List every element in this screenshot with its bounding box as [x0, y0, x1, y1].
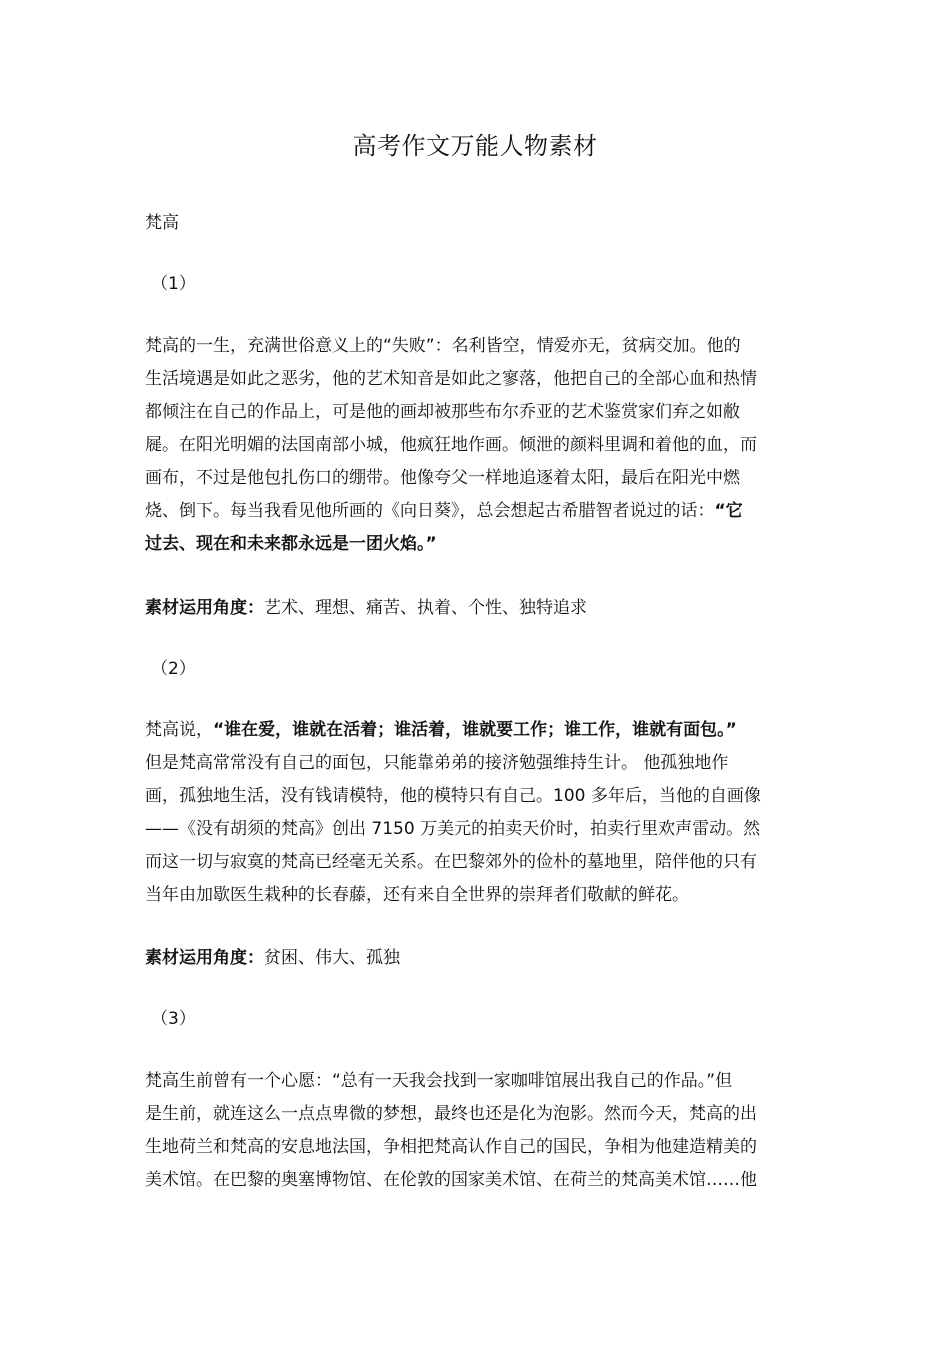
paragraph-line: 当年由加歇医生栽种的长春藤，还有来自全世界的崇拜者们敬献的鲜花。	[145, 885, 689, 905]
page-title: 高考作文万能人物素材	[352, 132, 598, 160]
paragraph-line: 而这一切与寂寞的梵高已经毫无关系。在巴黎郊外的俭朴的墓地里，陪伴他的只有	[145, 852, 757, 872]
paragraph-line: 画，孤独地生活，没有钱请模特，他的模特只有自己。100 多年后，当他的自画像	[145, 786, 761, 806]
section-1-material-angle	[145, 592, 810, 625]
bold-quote-end: 过去、现在和未来都永远是一团火焰。”	[145, 534, 437, 554]
paragraph-text: 烧、倒下。每当我看见他所画的《向日葵》，总会想起古希腊智者说过的话：	[145, 501, 715, 521]
paragraph-line-with-quote	[145, 495, 810, 528]
section-2-paragraph	[145, 714, 810, 912]
paragraph-line-with-quote	[145, 714, 810, 747]
paragraph-line: ——《没有胡须的梵高》创出 7150 万美元的拍卖天价时，拍卖行里欢声雷动。然	[145, 819, 761, 839]
paragraph-line: 画布，不过是他包扎伤口的绷带。他像夸父一样地追逐着太阳，最后在阳光中燃	[145, 468, 740, 488]
paragraph-line: 梵高生前曾有一个心愿：“总有一天我会找到一家咖啡馆展出我自己的作品。”但	[145, 1071, 733, 1091]
paragraph-line: 生活境遇是如此之恶劣，他的艺术知音是如此之寥落，他把自己的全部心血和热情	[145, 369, 757, 389]
section-1-number: （1）	[151, 274, 196, 294]
section-3-paragraph	[145, 1065, 810, 1197]
bold-quote-start: “它	[714, 501, 743, 521]
paragraph-line: 美术馆。在巴黎的奥塞博物馆、在伦敦的国家美术馆、在荷兰的梵高美术馆……他	[145, 1170, 757, 1190]
paragraph-line: 生地荷兰和梵高的安息地法国，争相把梵高认作自己的国民，争相为他建造精美的	[145, 1137, 757, 1157]
paragraph-line: 但是梵高常常没有自己的面包，只能靠弟弟的接济勉强维持生计。 他孤独地作	[145, 753, 729, 773]
paragraph-line: 都倾注在自己的作品上，可是他的画却被那些布尔乔亚的艺术鉴赏家们弃之如敝	[145, 402, 740, 422]
material-angle-text: 艺术、理想、痛苦、执着、个性、独特追求	[264, 598, 587, 618]
material-angle-text: 贫困、伟大、孤独	[264, 948, 400, 968]
paragraph-line: 梵高的一生，充满世俗意义上的“失败”：名利皆空，情爱亦无，贫病交加。他的	[145, 336, 741, 356]
subject-heading: 梵高	[145, 213, 179, 233]
paragraph-line: 是生前，就连这么一点点卑微的梦想，最终也还是化为泡影。然而今天，梵高的出	[145, 1104, 757, 1124]
material-angle-label: 素材运用角度：	[145, 948, 264, 968]
section-1-paragraph	[145, 330, 810, 561]
paragraph-text: 梵高说，	[145, 720, 213, 740]
section-2-number: （2）	[151, 659, 196, 679]
bold-quote: “谁在爱，谁就在活着；谁活着，谁就要工作；谁工作，谁就有面包。”	[213, 720, 737, 740]
paragraph-line: 屣。在阳光明媚的法国南部小城，他疯狂地作画。倾泄的颜料里调和着他的血，而	[145, 435, 757, 455]
material-angle-label: 素材运用角度：	[145, 598, 264, 618]
section-3-number: （3）	[151, 1009, 196, 1029]
section-2-material-angle	[145, 942, 810, 975]
